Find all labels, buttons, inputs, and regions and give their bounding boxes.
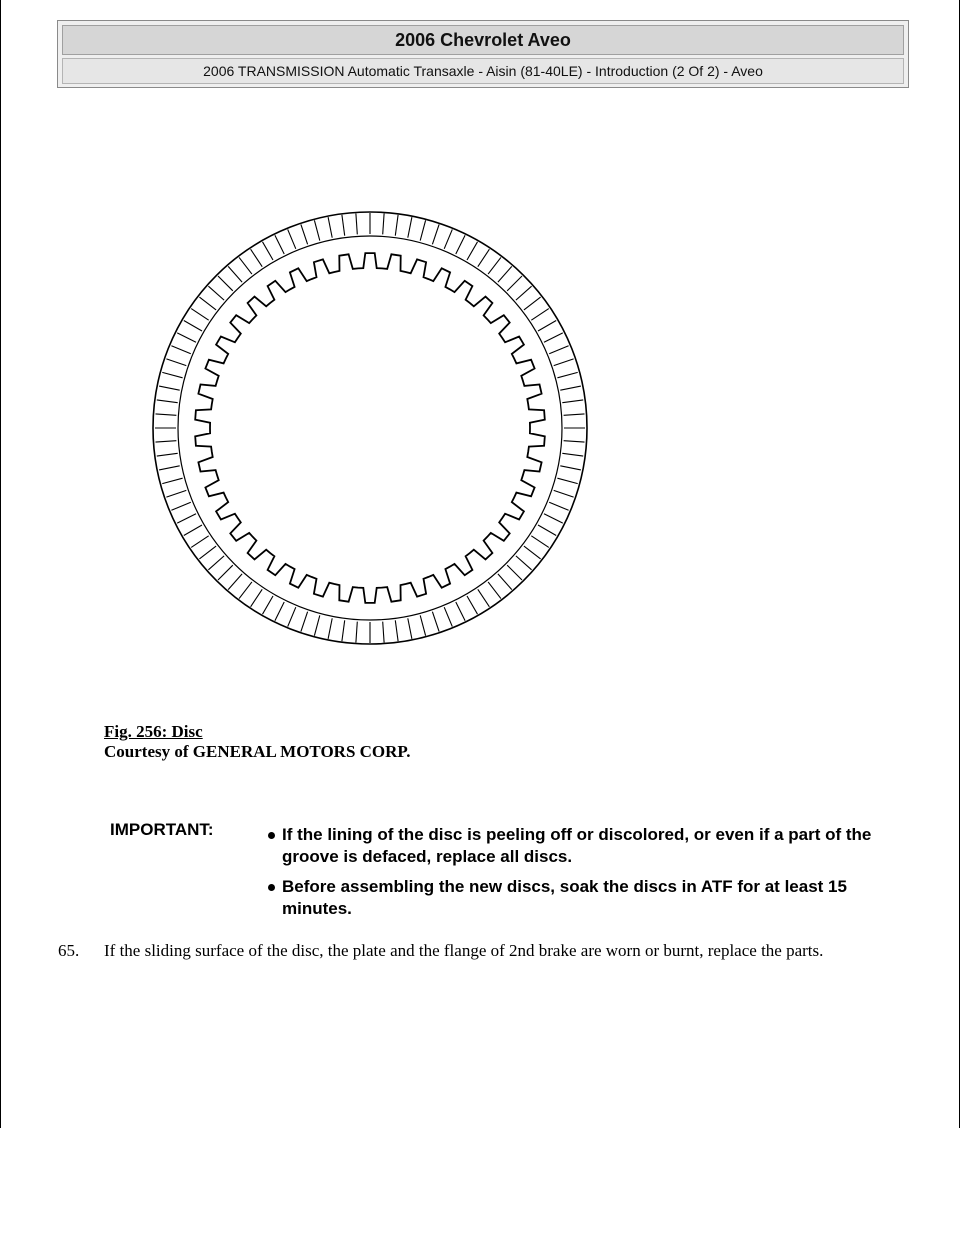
disc-groove xyxy=(263,596,274,614)
disc-groove xyxy=(498,574,512,590)
disc-groove xyxy=(562,453,583,456)
disc-groove xyxy=(263,242,274,260)
disc-groove xyxy=(208,286,224,300)
disc-groove xyxy=(562,400,583,403)
disc-groove xyxy=(432,224,439,244)
disc-groove xyxy=(156,414,177,415)
disc-groove xyxy=(531,309,549,321)
disc-groove xyxy=(444,607,452,626)
disc-groove xyxy=(328,217,332,238)
disc-groove xyxy=(356,214,357,235)
disc-groove xyxy=(456,602,465,621)
disc-groove xyxy=(157,453,178,456)
disc-groove xyxy=(184,321,202,332)
step-number: 65. xyxy=(58,941,80,960)
disc-groove xyxy=(383,622,384,643)
disc-groove xyxy=(467,242,478,260)
figure-caption xyxy=(104,722,411,762)
disc-groove xyxy=(524,297,541,310)
disc-groove xyxy=(251,249,263,267)
disc-groove xyxy=(467,596,478,614)
disc-groove xyxy=(395,215,398,236)
disc-groove xyxy=(456,235,465,254)
disc-groove xyxy=(275,602,284,621)
disc-drawing xyxy=(153,212,587,644)
disc-groove xyxy=(408,618,412,639)
disc-groove xyxy=(275,235,284,254)
disc-groove xyxy=(218,276,233,291)
disc-groove xyxy=(184,525,202,536)
disc-groove xyxy=(342,620,345,641)
disc-groove xyxy=(166,490,186,497)
disc-groove xyxy=(328,618,332,639)
disc-groove xyxy=(432,612,439,632)
disc-groove xyxy=(166,359,186,366)
important-item-text: If the lining of the disc is peeling off or discolored, or even if a part of the groove is defaced, replace all discs. xyxy=(282,825,872,866)
figure-title: Fig. 256: Disc xyxy=(104,722,203,741)
procedure-step xyxy=(58,940,938,962)
disc-spline-teeth xyxy=(195,253,545,603)
disc-groove xyxy=(395,620,398,641)
disc-groove xyxy=(549,502,568,510)
disc-groove xyxy=(314,615,319,635)
disc-groove xyxy=(557,478,577,483)
disc-groove xyxy=(564,441,585,442)
disc-groove xyxy=(288,229,296,248)
disc-groove xyxy=(478,589,490,607)
disc-groove xyxy=(199,297,216,310)
document-title: 2006 Chevrolet Aveo xyxy=(62,25,904,55)
disc-groove xyxy=(538,525,556,536)
disc-groove xyxy=(288,607,296,626)
disc-groove xyxy=(564,414,585,415)
disc-groove xyxy=(314,220,319,240)
disc-groove xyxy=(516,286,532,300)
disc-groove xyxy=(191,536,209,548)
disc-groove xyxy=(408,217,412,238)
disc-groove xyxy=(544,333,563,342)
disc-groove xyxy=(557,372,577,377)
disc-groove xyxy=(342,215,345,236)
disc-groove xyxy=(516,556,532,570)
disc-groove xyxy=(488,582,501,599)
disc-groove xyxy=(488,257,501,274)
disc-groove xyxy=(159,466,180,470)
disc-groove xyxy=(544,514,563,523)
disc-groove xyxy=(560,386,581,390)
important-label: IMPORTANT: xyxy=(110,820,214,839)
bullet-icon xyxy=(268,832,275,839)
disc-groove xyxy=(157,400,178,403)
disc-groove xyxy=(162,478,182,483)
important-item-text: Before assembling the new discs, soak the discs in ATF for at least 15 minutes. xyxy=(282,877,847,918)
disc-groove xyxy=(356,622,357,643)
document-header xyxy=(57,20,909,88)
disc-groove xyxy=(531,536,549,548)
disc-groove xyxy=(218,565,233,580)
disc-groove xyxy=(524,546,541,559)
disc-groove xyxy=(239,257,252,274)
disc-groove xyxy=(171,346,190,354)
important-item xyxy=(266,824,906,868)
disc-groove xyxy=(239,582,252,599)
step-text: If the sliding surface of the disc, the plate and the flange of 2nd brake are worn or burnt, replace the parts. xyxy=(104,941,824,960)
disc-groove xyxy=(199,546,216,559)
disc-groove xyxy=(478,249,490,267)
disc-groove xyxy=(420,220,425,240)
disc-groove xyxy=(177,514,196,523)
disc-groove xyxy=(444,229,452,248)
disc-groove xyxy=(420,615,425,635)
disc-groove xyxy=(251,589,263,607)
disc-groove xyxy=(560,466,581,470)
disc-groove xyxy=(191,309,209,321)
disc-groove xyxy=(383,214,384,235)
figure-credit: Courtesy of GENERAL MOTORS CORP. xyxy=(104,742,411,761)
disc-groove xyxy=(554,490,574,497)
disc-groove xyxy=(171,502,190,510)
document-subtitle: 2006 TRANSMISSION Automatic Transaxle - Aisin (81-40LE) - Introduction (2 Of 2) - Aveo xyxy=(62,58,904,84)
disc-groove xyxy=(162,372,182,377)
disc-lining-edge xyxy=(178,236,562,620)
disc-groove xyxy=(507,565,522,580)
disc-groove xyxy=(208,556,224,570)
disc-illustration xyxy=(140,210,600,650)
disc-groove xyxy=(159,386,180,390)
important-item xyxy=(266,876,906,920)
disc-groove xyxy=(301,612,308,632)
disc-groove xyxy=(228,574,242,590)
disc-groove xyxy=(507,276,522,291)
important-list xyxy=(266,824,906,928)
disc-groove xyxy=(177,333,196,342)
disc-groove xyxy=(538,321,556,332)
disc-groove xyxy=(554,359,574,366)
disc-groove xyxy=(301,224,308,244)
disc-groove xyxy=(156,441,177,442)
disc-groove xyxy=(498,266,512,282)
disc-groove xyxy=(228,266,242,282)
disc-groove xyxy=(549,346,568,354)
bullet-icon xyxy=(268,884,275,891)
page-bottom-margin xyxy=(0,1128,960,1242)
